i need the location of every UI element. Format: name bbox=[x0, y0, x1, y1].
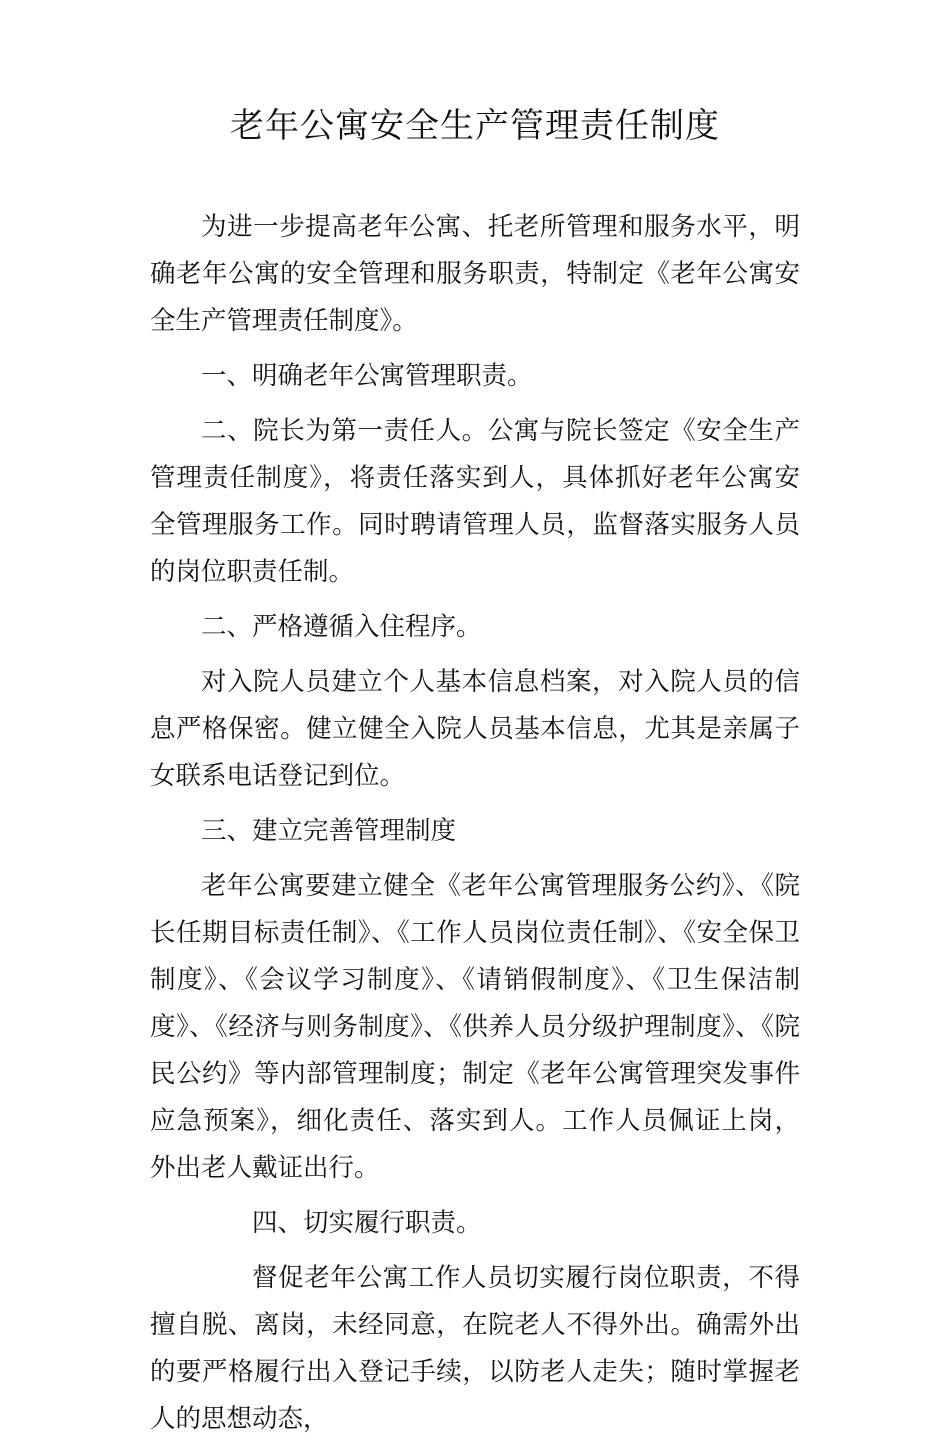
section-heading-1: 一、明确老年公寓管理职责。 bbox=[201, 361, 533, 391]
paragraph-regulations: 老年公寓要建立健全《老年公寓管理服务公约》、《院长任期目标责任制》、《工作人员岗位责任制》、《安全保卫制度》、《会议学习制度》、《请销假制度》、《卫生保洁制度》、《经济与则务制度》、《供养人员分级护理制度》、《院民公约》等内部管理制度；制定《老年公寓管理突发事件应急预案》，细化责任、落实到人。工作人员佩证上岗，外出老人戴证出行。 bbox=[150, 871, 800, 1183]
section-heading-3: 三、建立完善管理制度 bbox=[201, 816, 457, 846]
section-heading-2: 二、严格遵循入住程序。 bbox=[201, 612, 482, 642]
document-body bbox=[150, 204, 800, 1451]
document-title: 老年公寓安全生产管理责任制度 bbox=[230, 106, 720, 146]
section-heading-4: 四、切实履行职责。 bbox=[252, 1208, 482, 1238]
paragraph-responsibility: 二、院长为第一责任人。公寓与院长签定《安全生产管理责任制度》，将责任落实到人，具体抓好老年公寓安全管理服务工作。同时聘请管理人员，监督落实服务人员的岗位职责任制。 bbox=[150, 416, 800, 587]
paragraph-admission: 对入院人员建立个人基本信息档案，对入院人员的信息严格保密。健立健全入院人员基本信息，尤其是亲属子女联系电话登记到位。 bbox=[150, 667, 800, 791]
paragraph-duties: 督促老年公寓工作人员切实履行岗位职责，不得擅自脱、离岗，未经同意，在院老人不得外出。确需外出的要严格履行出入登记手续，以防老人走失；随时掌握老人的思想动态， bbox=[150, 1263, 800, 1434]
paragraph-intro: 为进一步提高老年公寓、托老所管理和服务水平，明确老年公寓的安全管理和服务职责，特制定《老年公寓安全生产管理责任制度》。 bbox=[150, 212, 800, 336]
